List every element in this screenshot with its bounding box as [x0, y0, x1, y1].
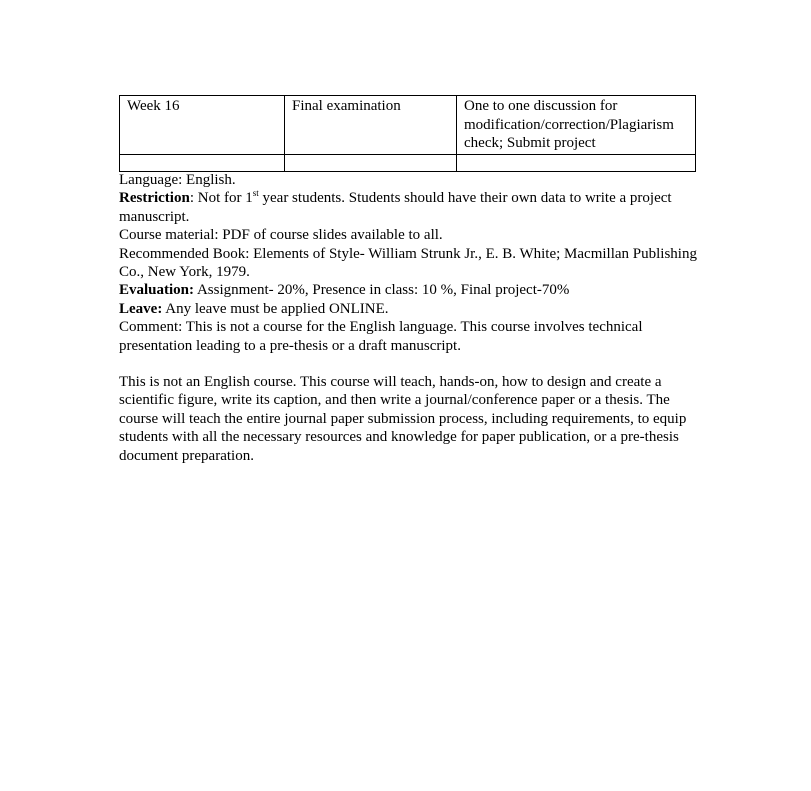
restriction-label: Restriction	[119, 190, 190, 207]
paragraph-gap	[119, 355, 699, 373]
activity-cell: One to one discussion for modification/correction/Plagiarism check; Submit project	[457, 96, 696, 155]
language-line: Language: English.	[119, 172, 236, 188]
evaluation-text: Assignment- 20%, Presence in class: 10 %, Final project-70%	[194, 282, 570, 299]
restriction-sup: st	[252, 188, 259, 199]
comment-line: Comment: This is not a course for the English language. This course involves technical presentation leading to a pre-thesis or a draft manuscript.	[119, 319, 643, 354]
evaluation-label: Evaluation:	[119, 282, 195, 299]
table-row	[120, 96, 696, 155]
restriction-post: year students. Students should have their own data to write a project manuscript.	[119, 190, 672, 225]
table-row	[120, 154, 696, 171]
course-description: This is not an English course. This course will teach, hands-on, how to design and create a scientific figure, write its caption, and then write a journal/conference paper or a thesis. The course will teach the entire journal paper submission process, including requirements, to equip students with all the necessary resources and knowledge for paper publication, or a pre-thesis document preparation.	[119, 374, 687, 464]
week-cell	[120, 154, 285, 171]
recommended-book-line: Recommended Book: Elements of Style- William Strunk Jr., E. B. White; Macmillan Publishing Co., New York, 1979.	[119, 245, 697, 281]
restriction-pre: : Not for 1	[189, 190, 253, 207]
week-cell: Week 16	[120, 96, 285, 155]
schedule-table	[119, 95, 696, 172]
topic-cell	[285, 154, 457, 171]
activity-cell	[457, 154, 696, 171]
evaluation-line	[119, 281, 699, 299]
course-material-line: Course material: PDF of course slides available to all.	[119, 227, 443, 244]
leave-line	[119, 300, 699, 318]
topic-cell: Final examination	[285, 96, 457, 155]
leave-label: Leave:	[119, 300, 163, 317]
course-info	[119, 171, 699, 465]
leave-text: Any leave must be applied ONLINE.	[162, 300, 389, 317]
restriction-line	[119, 189, 699, 226]
